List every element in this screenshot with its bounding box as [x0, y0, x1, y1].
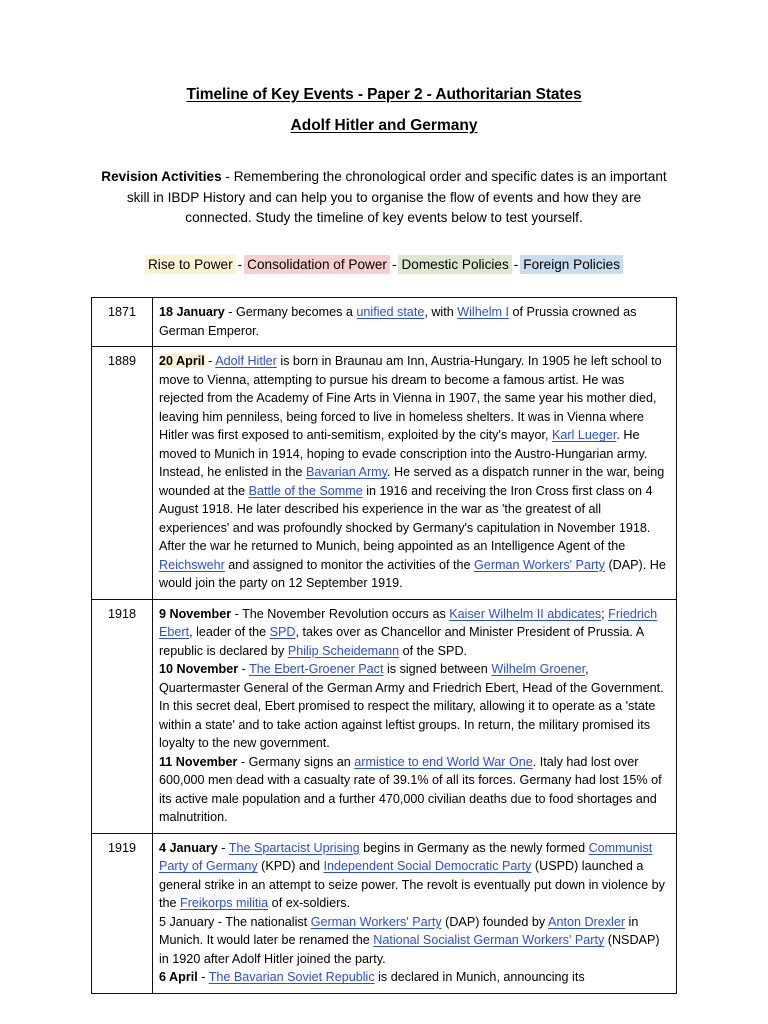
event-date: 10 November: [159, 662, 239, 677]
legend-item-consolidation-of-power: Consolidation of Power: [244, 255, 390, 274]
event-date: 5 January: [159, 914, 215, 929]
inline-link[interactable]: National Socialist German Workers' Party: [373, 933, 605, 948]
event-text: - The Ebert-Groener Pact is signed between Wilhelm Groener, Quartermaster General of the German Army and Friedrich Ebert, Head of the Government. In this secret deal, Ebert promised to respect the military, allowing it to operate as a 'state within a state' and to take action against leftist groups. In return, the military promised its loyalty to the new government.: [159, 662, 664, 751]
inline-link[interactable]: Adolf Hitler: [215, 354, 277, 369]
event-text: - The nationalist German Workers' Party (DAP) founded by Anton Drexler in Munich. It would later be renamed the National Socialist German Workers' Party (NSDAP) in 1920 after Adolf Hitler joined the party.: [159, 914, 660, 966]
event-date: 9 November: [159, 606, 232, 621]
legend-separator: -: [513, 256, 519, 272]
inline-link[interactable]: The Spartacist Uprising: [228, 840, 360, 855]
timeline-table-body: [92, 298, 677, 994]
inline-link[interactable]: Friedrich Ebert: [159, 606, 658, 640]
inline-link[interactable]: unified state: [356, 305, 425, 320]
event-text: - Adolf Hitler is born in Braunau am Inn, Austria-Hungary. In 1905 he left school to move to Vienna, attempting to pursue his dream to become a famous artist. He was rejected from the Academy of Fine Arts in Vienna in 1907, the same year his mother died, leaving him penniless, being forced to live in homeless shelters. It was in Vienna where Hitler was first exposed to anti-semitism, exploited by the city's mayor, Karl Lueger. He moved to Munich in 1914, hoping to evade conscription into the Austro-Hungarian army. Instead, he enlisted in the Bavarian Army. He served as a dispatch runner in the war, being wounded at the Battle of the Somme in 1916 and receiving the Iron Cross first class on 4 August 1918. He later described his experience in the war as 'the greatest of all experiences' and was profoundly shocked by Germany's capitulation in November 1918. After the war he returned to Munich, being appointed as an Intelligence Agent of the Reichswehr and assigned to monitor the activities of the German Workers' Party (DAP). He would join the party on 12 September 1919.: [159, 354, 666, 591]
event-text: - Germany signs an armistice to end World War One. Italy had lost over 600,000 men dead with a casualty rate of 39.1% of all its forces. Germany had lost 15% of its active male population and a further 470,000 civilian deaths due to food shortages and malnutrition.: [159, 754, 662, 825]
event-date: 20 April: [159, 354, 205, 369]
year-cell: 1889: [92, 347, 153, 600]
year-cell: 1919: [92, 833, 153, 993]
document-content: [91, 0, 677, 994]
event-text: - Germany becomes a unified state, with Wilhelm I of Prussia crowned as German Emperor.: [159, 305, 637, 338]
inline-link[interactable]: Anton Drexler: [548, 914, 626, 929]
inline-link[interactable]: Communist Party of Germany: [159, 840, 653, 874]
events-cell: [153, 833, 677, 993]
event-date: 6 April: [159, 970, 198, 985]
inline-link[interactable]: Freikorps militia: [180, 896, 269, 911]
legend-item-foreign-policies: Foreign Policies: [520, 255, 623, 274]
inline-link[interactable]: German Workers' Party: [474, 557, 605, 572]
year-cell: 1918: [92, 599, 153, 833]
page-subtitle: [91, 106, 677, 137]
table-row: [92, 599, 677, 833]
page-title: [91, 0, 677, 106]
inline-link[interactable]: Karl Lueger: [551, 428, 617, 443]
inline-link[interactable]: Wilhelm I: [457, 305, 510, 320]
inline-link[interactable]: German Workers' Party: [310, 914, 442, 929]
inline-link[interactable]: Bavarian Army: [306, 465, 387, 480]
event-text: - The Spartacist Uprising begins in Germany as the newly formed Communist Party of Germany (KPD) and Independent Social Democratic Party (USPD) launched a general strike in an attempt to seize power. The revolt is eventually put down in violence by the Freikorps militia of ex-soldiers.: [159, 840, 665, 911]
revision-activities-paragraph: [91, 137, 677, 229]
event-date: 4 January: [159, 840, 218, 855]
inline-link[interactable]: The Ebert-Groener Pact: [249, 662, 384, 677]
legend-item-rise-to-power: Rise to Power: [145, 255, 236, 274]
category-legend: [91, 229, 677, 275]
inline-link[interactable]: Battle of the Somme: [248, 483, 363, 498]
events-cell: [153, 347, 677, 600]
inline-link[interactable]: Philip Scheidemann: [287, 643, 400, 658]
page-subtitle-text: Adolf Hitler and Germany: [290, 116, 478, 134]
events-cell: [153, 298, 677, 347]
event-date: 11 November: [159, 754, 238, 769]
revision-activities-label: Revision Activities: [101, 168, 222, 184]
year-cell: 1871: [92, 298, 153, 347]
table-row: [92, 833, 677, 993]
event-text: - The November Revolution occurs as Kaiser Wilhelm II abdicates; Friedrich Ebert, leader of the SPD, takes over as Chancellor and Minister President of Prussia. A republic is declared by Philip Scheidemann of the SPD.: [159, 606, 658, 658]
page-title-text: Timeline of Key Events - Paper 2 - Authoritarian States: [186, 86, 582, 103]
event-text: - The Bavarian Soviet Republic is declared in Munich, announcing its: [197, 970, 585, 985]
inline-link[interactable]: Independent Social Democratic Party: [323, 859, 532, 874]
revision-activities-text: - Remembering the chronological order and specific dates is an important skill in IBDP History and can help you to organise the flow of events and how they are connected. Study the timeline of key events below to test yourself.: [126, 168, 667, 226]
inline-link[interactable]: The Bavarian Soviet Republic: [208, 970, 375, 985]
inline-link[interactable]: SPD: [269, 625, 296, 640]
table-row: [92, 347, 677, 600]
inline-link[interactable]: Reichswehr: [159, 557, 225, 572]
inline-link[interactable]: Kaiser Wilhelm II abdicates: [449, 606, 602, 621]
legend-separator: -: [237, 256, 243, 272]
table-row: [92, 298, 677, 347]
legend-separator: -: [391, 256, 397, 272]
event-date: 18 January: [159, 305, 225, 320]
events-cell: [153, 599, 677, 833]
inline-link[interactable]: armistice to end World War One: [354, 754, 533, 769]
timeline-table: [91, 297, 677, 994]
legend-item-domestic-policies: Domestic Policies: [398, 255, 511, 274]
inline-link[interactable]: Wilhelm Groener: [491, 662, 586, 677]
